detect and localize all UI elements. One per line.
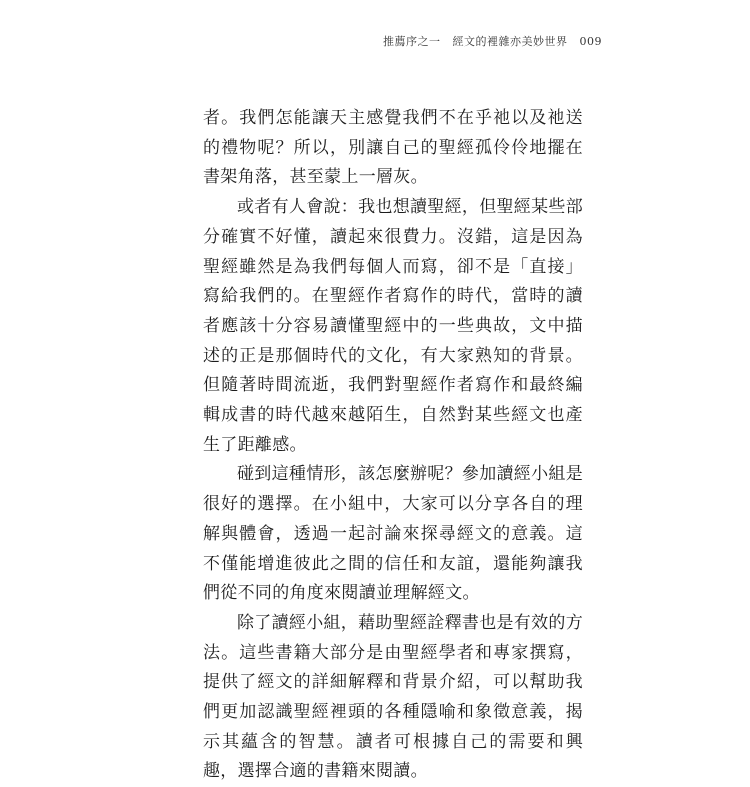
page-number: 009	[579, 35, 602, 48]
header-chapter-title: 經文的裡雜亦美妙世界	[452, 35, 568, 48]
paragraph-4: 除了讀經小組，藉助聖經詮釋書也是有效的方法。這些書籍大部分是由聖經學者和專家撰寫，提供了經文的詳細解釋和背景介紹，可以幫助我們更加認識聖經裡頭的各種隱喻和象徵意義，揭示其蘊含的智慧。讀者可根據自己的需要和興趣，選擇合適的書籍來閱讀。	[203, 612, 583, 782]
paragraph-3: 碰到這種情形，該怎麼辦呢？參加讀經小組是很好的選擇。在小組中，大家可以分享各自的理解與體會，透過一起討論來探尋經文的意義。這不僅能增進彼此之間的信任和友誼，還能夠讓我們從不同的角度來閱讀並理解經文。	[203, 464, 583, 604]
running-header	[383, 33, 602, 49]
page-body	[203, 104, 583, 787]
header-section-label: 推薦序之一	[383, 35, 441, 48]
paragraph-2: 或者有人會說：我也想讀聖經，但聖經某些部分確實不好懂，讀起來很費力。沒錯，這是因為聖經雖然是為我們每個人而寫，卻不是「直接」寫給我們的。在聖經作者寫作的時代，當時的讀者應該十分容易讀懂聖經中的一些典故，文中描述的正是那個時代的文化，有大家熟知的背景。但隨著時間流逝，我們對聖經作者寫作和最終編輯成書的時代越來越陌生，自然對某些經文也產生了距離感。	[203, 197, 583, 455]
paragraph-1: 者。我們怎能讓天主感覺我們不在乎祂以及祂送的禮物呢？所以，別讓自己的聖經孤伶伶地擺在書架角落，甚至蒙上一層灰。	[203, 108, 583, 188]
